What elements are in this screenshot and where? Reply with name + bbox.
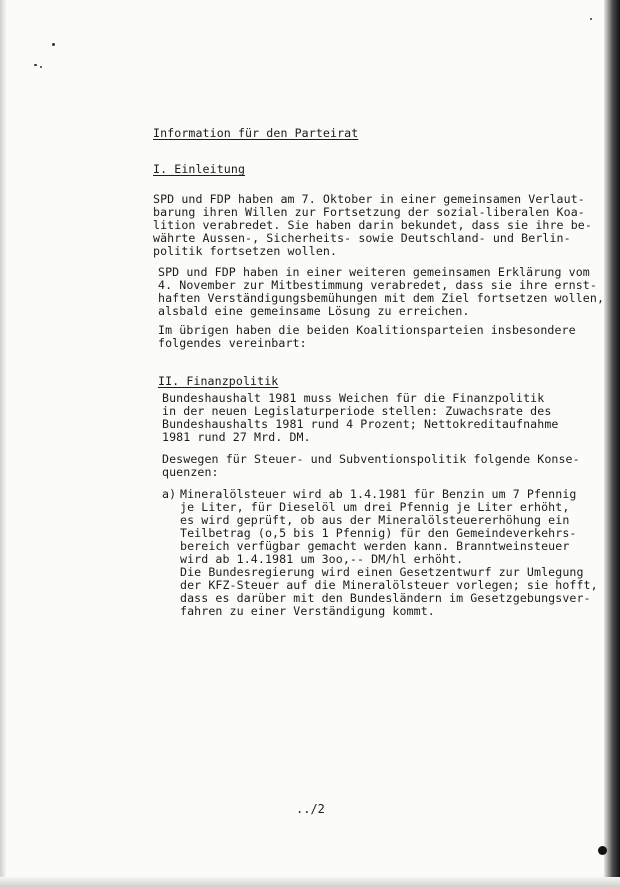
paragraph-line: 4. November zur Mitbestimmung verabredet, dass sie ihre ernst- (158, 278, 597, 292)
list-item-line: es wird geprüft, ob aus der Mineralölsteuererhöhung ein (180, 513, 570, 527)
paragraph-line: Bundeshaushalt 1981 muss Weichen für die Finanzpolitik (162, 391, 545, 405)
scan-edge-bottom (0, 877, 620, 887)
section-heading-einleitung: I. Einleitung (153, 162, 246, 176)
list-marker: a) (162, 487, 177, 501)
scan-speck (598, 846, 607, 855)
paragraph-line: folgendes vereinbart: (158, 336, 307, 350)
paragraph-line: währte Aussen-, Sicherheits- sowie Deutschland- und Berlin- (153, 231, 571, 245)
list-item-line: je Liter, für Dieselöl um drei Pfennig je Liter erhöht, (180, 500, 570, 514)
list-item-line: wird ab 1.4.1981 um 3oo,-- DM/hl erhöht. (180, 552, 464, 566)
paragraph-line: lition verabredet. Sie haben darin bekundet, dass sie ihre be- (153, 218, 592, 232)
paragraph-line: Im übrigen haben die beiden Koalitionsparteien insbesondere (158, 323, 576, 337)
scan-edge-left (0, 0, 6, 887)
scan-speck (40, 66, 42, 68)
paragraph-line: haften Verständigungsbemühungen mit dem Ziel fortsetzen wollen, (158, 291, 605, 305)
paragraph-line: alsbald eine gemeinsame Lösung zu erreichen. (158, 304, 470, 318)
paragraph-line: barung ihren Willen zur Fortsetzung der sozial-liberalen Koa- (153, 205, 585, 219)
list-item-line: der KFZ-Steuer auf die Mineralölsteuer vorlegen; sie hofft, (180, 578, 598, 592)
scan-speck (590, 18, 592, 20)
paragraph-line: 1981 rund 27 Mrd. DM. (162, 430, 311, 444)
paragraph-line: quenzen: (162, 465, 219, 479)
list-item-line: dass es darüber mit den Bundesländern im Gesetzgebungsver- (180, 591, 591, 605)
list-item-line: Mineralölsteuer wird ab 1.4.1981 für Benzin um 7 Pfennig (180, 487, 577, 501)
list-item-line: Teilbetrag (o,5 bis 1 Pfennig) für den Gemeindeverkehrs- (180, 526, 577, 540)
section-heading-finanzpolitik: II. Finanzpolitik (158, 374, 279, 388)
paragraph-line: Deswegen für Steuer- und Subventionspolitik folgende Konse- (162, 452, 580, 466)
paragraph-line: politik fortsetzen wollen. (153, 244, 338, 258)
list-item-line: bereich verfügbar gemacht werden kann. Branntweinsteuer (180, 539, 570, 553)
paragraph-line: in der neuen Legislaturperiode stellen: Zuwachsrate des (162, 404, 552, 418)
paragraph-line: Bundeshaushalts 1981 rund 4 Prozent; Nettokreditaufnahme (162, 417, 559, 431)
list-item-line: Die Bundesregierung wird einen Gesetzentwurf zur Umlegung (180, 565, 584, 579)
scan-speck (52, 43, 55, 46)
document-title: Information für den Parteirat (153, 126, 359, 140)
paragraph-line: SPD und FDP haben in einer weiteren gemeinsamen Erklärung vom (158, 265, 590, 279)
paragraph-line: SPD und FDP haben am 7. Oktober in einer gemeinsamen Verlaut- (153, 192, 585, 206)
page-continuation-marker: ../2 (296, 802, 325, 816)
scan-edge-right (604, 0, 620, 887)
list-item-line: fahren zu einer Verständigung kommt. (180, 604, 435, 618)
scan-speck (34, 64, 37, 66)
